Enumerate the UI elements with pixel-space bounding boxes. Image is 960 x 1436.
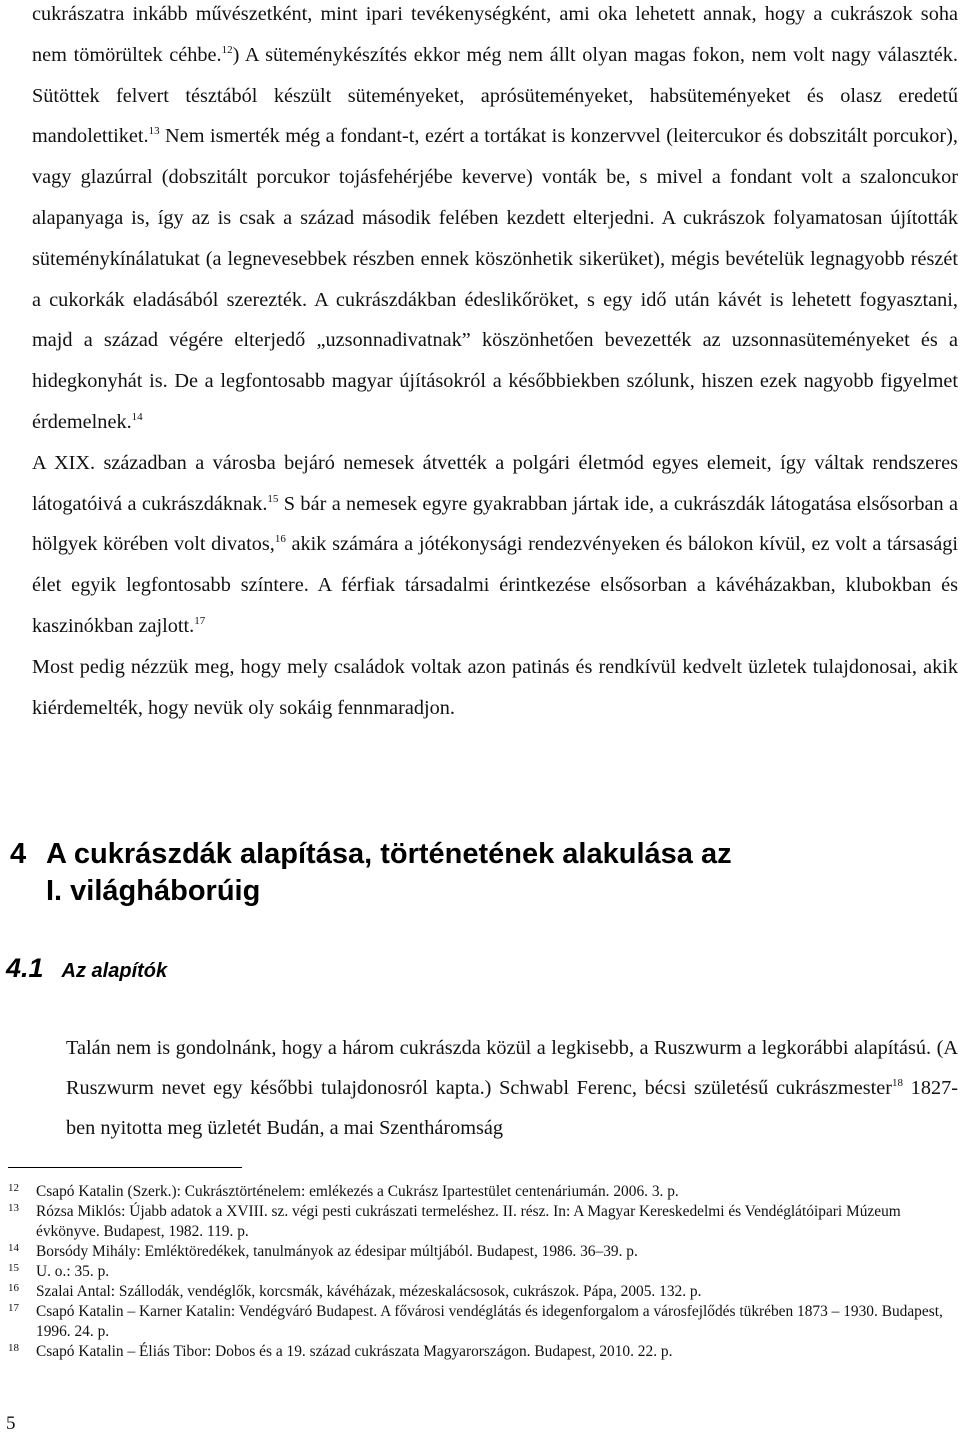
subsection-heading bbox=[6, 948, 167, 991]
footnote-ref-12[interactable]: 12 bbox=[221, 43, 233, 56]
paragraph-3: Most pedig nézzük meg, hogy mely családok voltak azon patinás és rendkívül kedvelt üzletek tulajdonosai, akik kiérdemelték, hogy nevük oly sokáig fennmaradjon. bbox=[32, 655, 958, 719]
footnote-ref-15[interactable]: 15 bbox=[267, 492, 279, 505]
section-title-line-2: I. világháborúig bbox=[46, 875, 261, 907]
footnote-item bbox=[8, 1262, 958, 1282]
footnote-number: 12 bbox=[8, 1182, 19, 1194]
subsection-number: 4.1 bbox=[6, 953, 44, 983]
text-run: A XIX. században a városba bejáró nemesek átvették a polgári életmód egyes elemeit, így váltak rendszeres látogatóivá a cukrászdáknak. bbox=[32, 451, 958, 515]
subsection-title: Az alapítók bbox=[61, 960, 168, 982]
footnote-ref-16[interactable]: 16 bbox=[274, 533, 286, 546]
text-run: Talán nem is gondolnánk, hogy a három cukrászda közül a legkisebb, a Ruszwurm a legkorábbi alapítású. (A Ruszwurm nevet egy későbbi tulajdonosról kapta.) Schwabl Ferenc, bécsi születésű cukrászmester bbox=[66, 1037, 958, 1099]
section-heading bbox=[10, 836, 910, 910]
footnote-text: Csapó Katalin (Szerk.): Cukrásztörténelem: emlékezés a Cukrász Ipartestület centenáriumán. 2006. 3. p. bbox=[36, 1183, 679, 1200]
footnote-number: 16 bbox=[8, 1282, 19, 1294]
footnote-ref-17[interactable]: 17 bbox=[194, 614, 206, 627]
footnote-item bbox=[8, 1182, 958, 1202]
footnote-text: Csapó Katalin – Éliás Tibor: Dobos és a 19. század cukrászata Magyarországon. Budapest, 2010. 22. p. bbox=[36, 1343, 673, 1360]
section-title-line-1: A cukrászdák alapítása, történetének alakulása az bbox=[46, 838, 732, 870]
footnote-separator bbox=[8, 1167, 242, 1168]
footnote-text: U. o.: 35. p. bbox=[36, 1263, 110, 1280]
footnote-text: Csapó Katalin – Karner Katalin: Vendégváró Budapest. A fővárosi vendéglátás és idegenforgalom a városfejlődés tükrében 1873 – 1930. Budapest, 1996. 24. p. bbox=[36, 1303, 943, 1340]
footnote-text: Szalai Antal: Szállodák, vendéglők, korcsmák, kávéházak, mézeskalácsosok, cukrászok. Pápa, 2005. 132. p. bbox=[36, 1283, 702, 1300]
section-number: 4 bbox=[10, 838, 27, 870]
footnote-number: 13 bbox=[8, 1202, 19, 1214]
footnote-text: Borsódy Mihály: Emléktöredékek, tanulmányok az édesipar múltjából. Budapest, 1986. 36–39. p. bbox=[36, 1243, 638, 1260]
footnote-ref-13[interactable]: 13 bbox=[148, 125, 160, 138]
footnote-number: 15 bbox=[8, 1262, 19, 1274]
footnote-item bbox=[8, 1342, 958, 1362]
text-run: akik számára a jótékonysági rendezvényeken és bálokon kívül, ez volt a társasági élet egyik legfontosabb színtere. A férfiak társadalmi érintkezése elsősorban a kávéházakban, klubokban és kaszinókban zajlott. bbox=[32, 533, 958, 637]
footnote-item bbox=[8, 1302, 958, 1342]
footnote-ref-14[interactable]: 14 bbox=[131, 410, 143, 423]
footnote-number: 14 bbox=[8, 1242, 19, 1254]
footnote-item bbox=[8, 1242, 958, 1262]
text-run: S bár a nemesek egyre gyakrabban jártak ide, a cukrászdák látogatása elsősorban a hölgyek körében volt divatos, bbox=[32, 492, 959, 556]
footnote-item bbox=[8, 1282, 958, 1302]
text-run: cukrászatra inkább művészetként, mint ipari tevékenységként, ami oka lehetett annak, hogy a cukrászok soha nem tömörültek céhbe. bbox=[32, 3, 958, 66]
text-run: Nem ismerték még a fondant-t, ezért a tortákat is konzervvel (leitercukor és dobszitált porcukor), vagy glazúrral (dobszitált porcukor tojásfehérjébe keverve) vonták be, s mivel a fondant volt a szaloncukor alapanyaga is, így az is csak a század második felében kezdett elterjedni. A cukrászok folyamatosan újították süteménykínálatukat (a legnevesebbek részben ennek köszönhetik sikerüket), mégis bevételük legnagyobb részét a cukorkák eladásából szerezték. A cukrászdákban édeslikőröket, s egy idő után kávét is lehetett fogyasztani, majd a század végére elterjedő „uzsonnadivatnak” köszönhetően bevezették az uzsonnasüteményeket és a hidegkonyhát is. De a legfontosabb magyar újításokról a későbbiekben szólunk, hiszen ezek nagyobb figyelmet érdemelnek. bbox=[32, 125, 958, 433]
footnote-item bbox=[8, 1202, 958, 1242]
text-run: 1827-ben nyitotta meg üzletét Budán, a mai Szentháromság bbox=[66, 1077, 958, 1139]
footnote-number: 17 bbox=[8, 1302, 19, 1314]
paragraph-1 bbox=[32, 0, 958, 443]
text-run: ) A süteménykészítés ekkor még nem állt olyan magas fokon, nem volt nagy választék. Sütöttek felvert tésztából készült süteményeket, aprósüteményeket, habsüteményeket és olasz eredetű mandolettiket. bbox=[32, 43, 958, 148]
footnote-number: 18 bbox=[8, 1342, 19, 1354]
paragraph-2 bbox=[32, 443, 958, 647]
footnote-ref-18[interactable]: 18 bbox=[891, 1077, 903, 1089]
body-text bbox=[32, 0, 958, 728]
intro-paragraph bbox=[66, 1028, 958, 1148]
page-number: 5 bbox=[6, 1413, 16, 1434]
footnote-text: Rózsa Miklós: Újabb adatok a XVIII. sz. végi pesti cukrászati termeléshez. II. rész. In: A Magyar Kereskedelmi és Vendéglátóipari Múzeum évkönyve. Budapest, 1982. 119. p. bbox=[36, 1203, 901, 1240]
footnote-list bbox=[8, 1182, 958, 1362]
